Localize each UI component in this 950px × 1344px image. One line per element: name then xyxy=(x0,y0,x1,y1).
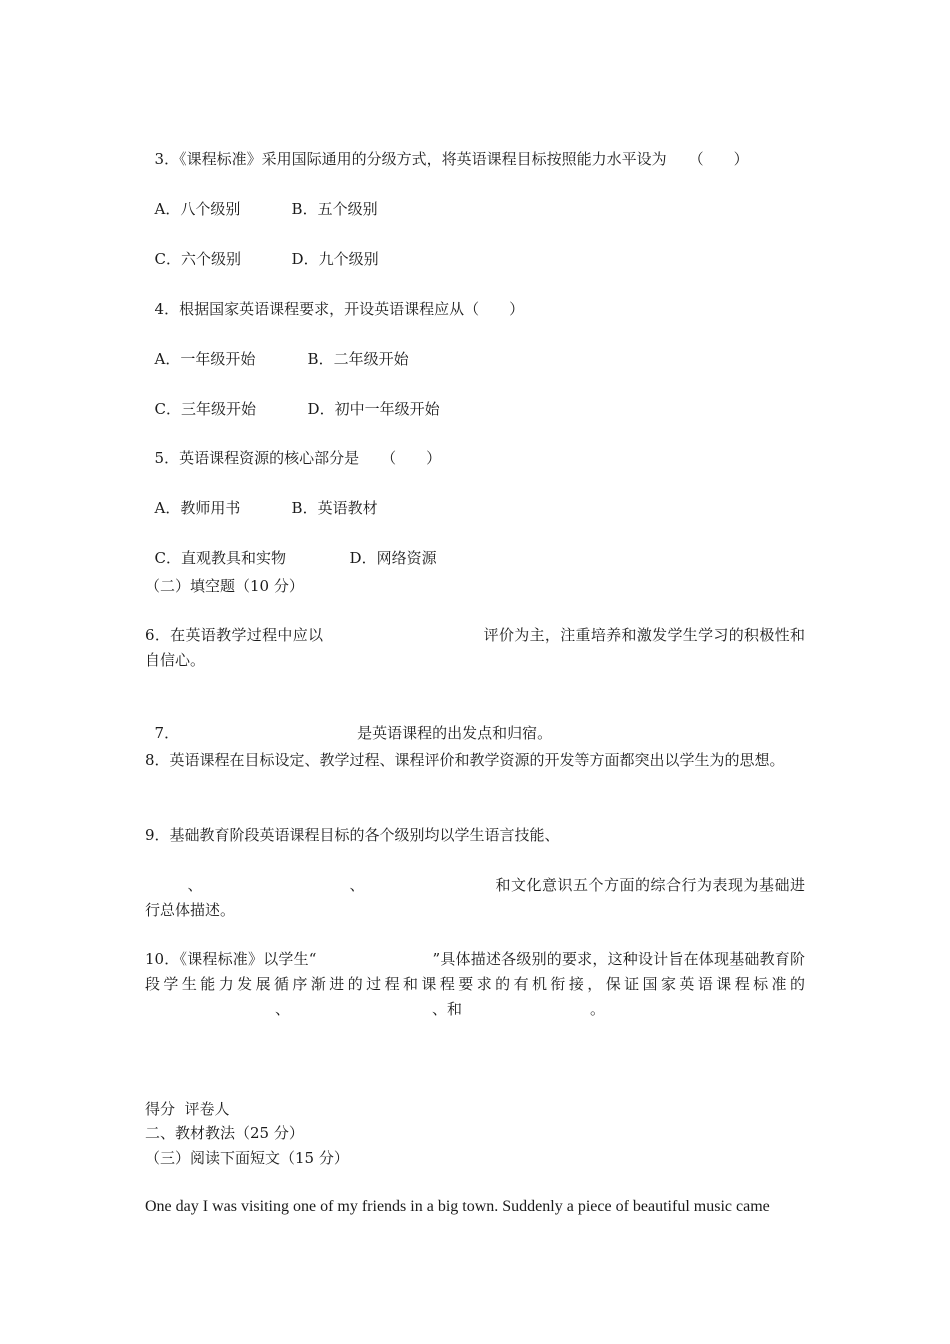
question-9-separator: 、 xyxy=(187,876,203,894)
question-9-after: 和文化意识五个方面的综合行为表现为基础进行总体描述。 xyxy=(145,876,805,919)
option-b: B．英语教材 xyxy=(291,499,378,517)
option-a: A．一年级开始 xyxy=(154,350,256,368)
question-9-line1: 9．基础教育阶段英语课程目标的各个级别均以学生语言技能、 xyxy=(145,826,560,844)
question-5-answer-paren: （ ） xyxy=(381,449,442,467)
question-5-text: 5．英语课程资源的核心部分是 xyxy=(154,449,360,467)
question-5-options-cd xyxy=(145,525,437,569)
reading-passage-line: One day I was visiting one of my friends in a big town. Suddenly a piece of beautiful music came xyxy=(145,1198,770,1215)
question-3-options-ab xyxy=(145,176,378,220)
question-4-text: 4．根据国家英语课程要求，开设英语课程应从（ ） xyxy=(154,300,525,318)
question-4-options-cd xyxy=(145,376,440,420)
question-3-options-cd xyxy=(145,226,379,270)
option-c: C．三年级开始 xyxy=(154,400,257,418)
option-c: C．六个级别 xyxy=(154,250,242,268)
option-c: C．直观教具和实物 xyxy=(154,549,287,567)
option-d: D．初中一年级开始 xyxy=(307,400,440,418)
question-9-separator: 、 xyxy=(349,876,365,894)
question-3-text: 3．《课程标准》采用国际通用的分级方式，将英语课程目标按照能力水平设为 xyxy=(154,150,667,168)
option-d: D．九个级别 xyxy=(291,250,379,268)
option-a: A．八个级别 xyxy=(154,200,241,218)
question-10-end: 。 xyxy=(590,1000,606,1018)
question-6 xyxy=(145,623,805,673)
question-4 xyxy=(145,276,524,320)
question-6-after: 评价为主，注重培养和激发学生学习的积极性和自信心。 xyxy=(145,626,805,669)
question-7-after: 是英语课程的出发点和归宿。 xyxy=(357,724,553,742)
section-reading-title: （三）阅读下面短文（15 分） xyxy=(145,1149,349,1167)
option-a: A．教师用书 xyxy=(154,499,241,517)
question-6-before: 6．在英语教学过程中应以 xyxy=(145,626,324,644)
question-10-separator: 、和 xyxy=(432,1000,463,1018)
question-3 xyxy=(145,126,749,170)
section-fill-in-title: （二）填空题（10 分） xyxy=(145,577,304,595)
question-9-line2 xyxy=(145,873,805,923)
question-10-separator: 、 xyxy=(275,1000,291,1018)
option-b: B．五个级别 xyxy=(291,200,378,218)
score-header: 得分 评卷人 xyxy=(145,1100,230,1118)
question-10 xyxy=(145,947,805,1022)
question-5 xyxy=(145,425,441,469)
option-b: B．二年级开始 xyxy=(307,350,409,368)
question-8: 8．英语课程在目标设定、教学过程、课程评价和教学资源的开发等方面都突出以学生为的思想。 xyxy=(145,751,785,769)
question-10-mid: ”具体描述各级别的要求，这种设计旨在体现基础教育阶段学生能力发展循序渐进的过程和课程要求的有机衔接，保证国家英语课程标准的 xyxy=(145,950,805,993)
question-3-answer-paren: （ ） xyxy=(688,150,749,168)
option-d: D．网络资源 xyxy=(349,549,437,567)
question-10-before: 10．《课程标准》以学生“ xyxy=(145,950,317,968)
question-7-number: 7． xyxy=(154,724,180,742)
question-7 xyxy=(145,700,552,744)
section-2-title: 二、教材教法（25 分） xyxy=(145,1124,304,1142)
question-4-options-ab xyxy=(145,326,409,370)
question-5-options-ab xyxy=(145,475,378,519)
